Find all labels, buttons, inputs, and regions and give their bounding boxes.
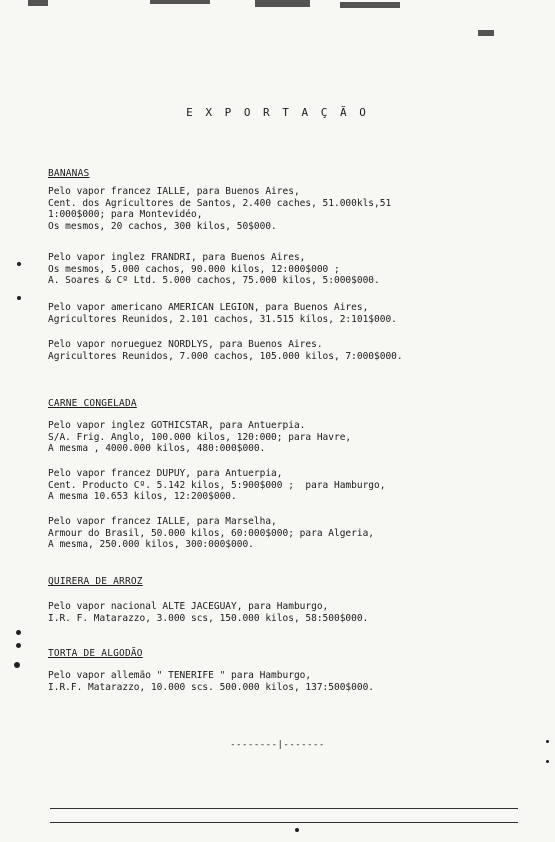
scan-smudge xyxy=(340,2,400,8)
scan-smudge xyxy=(150,0,210,4)
shipment-entry: Pelo vapor francez IALLE, para Marselha, Armour do Brasil, 50.000 kilos, 60:000$000; para Algeria, A mesma, 250.000 kilos, 300:000$000. xyxy=(48,516,375,550)
shipment-entry: Pelo vapor inglez GOTHICSTAR, para Antuerpia. S/A. Frig. Anglo, 100.000 kilos, 120:000; para Havre, A mesma , 4000.000 kilos, 480:000$000. xyxy=(48,420,352,454)
shipment-entry: Pelo vapor allemão " TENERIFE " para Hamburgo, I.R.F. Matarazzo, 10.000 scs. 500.000 kilos, 137:500$000. xyxy=(48,670,375,693)
margin-mark xyxy=(14,662,20,668)
scan-smudge xyxy=(255,0,310,7)
section-heading-torta-de-algodao: TORTA DE ALGODÃO xyxy=(48,648,143,659)
bottom-rule xyxy=(50,808,518,809)
bottom-rule xyxy=(50,822,518,823)
margin-mark xyxy=(16,630,21,635)
shipment-entry: Pelo vapor nacional ALTE JACEGUAY, para Hamburgo, I.R. F. Matarazzo, 3.000 scs, 150.000 kilos, 58:500$000. xyxy=(48,601,369,624)
section-heading-quirera-de-arroz: QUIRERA DE ARROZ xyxy=(48,576,143,587)
margin-mark xyxy=(17,262,21,266)
shipment-entry: Pelo vapor inglez FRANDRI, para Buenos Aires, Os mesmos, 5.000 cachos, 90.000 kilos, 12:000$000 ; A. Soares & Cº Ltd. 5.000 cachos, 75.000 kilos, 5:000$000. xyxy=(48,252,380,286)
punch-mark xyxy=(295,828,299,832)
shipment-entry: Pelo vapor norueguez NORDLYS, para Buenos Aires. Agricultores Reunidos, 7.000 cachos, 105.000 kilos, 7:000$000. xyxy=(48,339,403,362)
margin-mark xyxy=(546,740,549,743)
shipment-entry: Pelo vapor americano AMERICAN LEGION, para Buenos Aires, Agricultores Reunidos, 2.101 cachos, 31.515 kilos, 2:101$000. xyxy=(48,302,397,325)
margin-mark xyxy=(16,643,21,648)
margin-mark xyxy=(546,760,549,763)
margin-mark xyxy=(17,296,21,300)
page-title: E X P O R T A Ç Ã O xyxy=(186,106,369,119)
section-heading-carne-congelada: CARNE CONGELADA xyxy=(48,398,137,409)
section-heading-bananas: BANANAS xyxy=(48,168,90,179)
separator-line: --------|------- xyxy=(230,740,325,750)
shipment-entry: Pelo vapor francez IALLE, para Buenos Aires, Cent. dos Agricultores de Santos, 2.400 caches, 51.000kls,51 1:000$000; para Montevidéo, Os mesmos, 20 cachos, 300 kilos, 50$000. xyxy=(48,186,392,232)
scan-smudge xyxy=(478,30,494,36)
scan-smudge xyxy=(28,0,48,6)
shipment-entry: Pelo vapor francez DUPUY, para Antuerpia, Cent. Producto Cº. 5.142 kilos, 5:900$000 ; para Hamburgo, A mesma 10.653 kilos, 12:200$000. xyxy=(48,468,386,502)
